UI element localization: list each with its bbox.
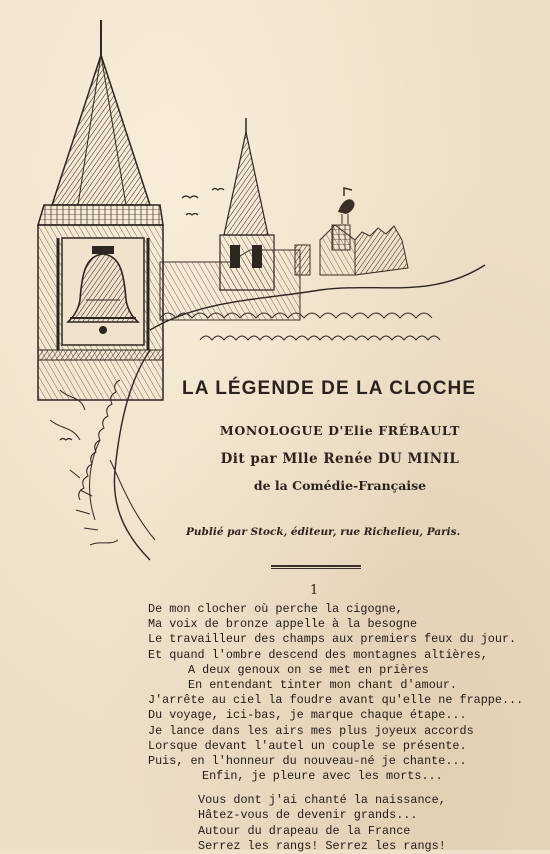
verse-line: Puis, en l'honneur du nouveau-né je chante... <box>148 753 467 768</box>
stork-icon <box>338 188 355 224</box>
publisher-credit: Publié par Stock, éditeur, rue Richelieu, Paris. <box>186 526 461 538</box>
stanza-1 <box>148 602 548 784</box>
verse-line: Autour du drapeau de la France <box>198 823 411 838</box>
verse-line: De mon clocher où perche la cigogne, <box>148 602 403 616</box>
verse-line: En entendant tinter mon chant d'amour. <box>188 677 458 692</box>
verse-line: Serrez les rangs! Serrez les rangs! <box>198 838 446 853</box>
monologue-author: MONOLOGUE D'Elie FRÉBAULT <box>219 423 461 438</box>
verse-line: Vous dont j'ai chanté la naissance, <box>198 793 446 808</box>
stanza-gap <box>148 784 548 793</box>
bell-tower-icon <box>38 20 163 400</box>
poem-body <box>148 602 548 854</box>
verse-line: Et quand l'ombre descend des montagnes altières, <box>148 647 488 662</box>
stanza-2 <box>148 793 548 854</box>
verse-line: Le travailleur des champs aux premiers feux du jour. <box>148 632 517 647</box>
performer-credit: Dit par Mlle Renée DU MINIL <box>220 451 460 467</box>
verse-line: Je lance dans les airs mes plus joyeux accords <box>148 723 474 738</box>
theatre-company: de la Comédie-Française <box>253 478 427 493</box>
verse-line: Enfin, je pleure avec les morts... <box>202 769 443 784</box>
section-divider <box>271 565 361 569</box>
verse-line: Ma voix de bronze appelle à la besogne <box>148 617 418 632</box>
verse-line: Du voyage, ici-bas, je marque chaque étape... <box>148 708 467 723</box>
verse-line: A deux genoux on se met en prières <box>188 662 429 677</box>
rooftops-icon <box>160 225 408 320</box>
church-spire-icon <box>220 118 274 290</box>
section-number: 1 <box>310 583 319 598</box>
verse-line: J'arrête au ciel la foudre avant qu'elle ne frappe... <box>148 693 524 708</box>
poem-title: LA LÉGENDE DE LA CLOCHE <box>182 378 477 399</box>
verse-line: Lorsque devant l'autel un couple se présente. <box>148 738 467 753</box>
verse-line: Hâtez-vous de devenir grands... <box>198 808 418 823</box>
